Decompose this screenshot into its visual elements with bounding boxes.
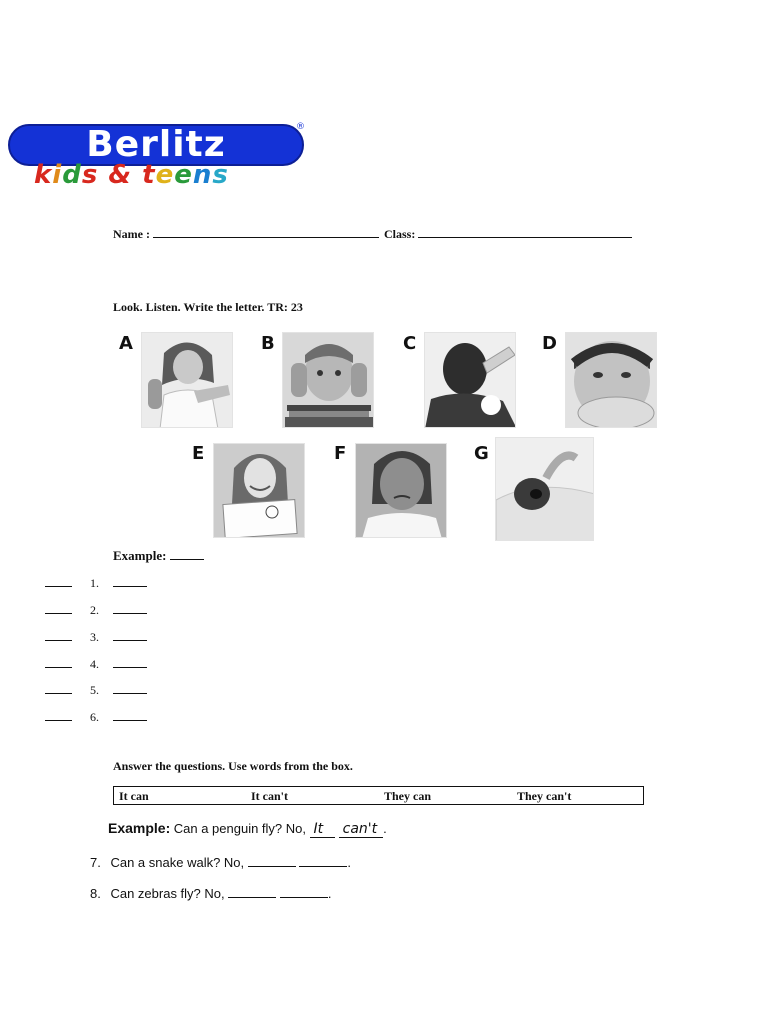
example-answer-2: can't: [339, 821, 384, 838]
name-blank[interactable]: [153, 227, 379, 238]
photo-a-girl-pointing: [141, 332, 233, 428]
answer-letter-blank[interactable]: [45, 640, 72, 641]
answer-letter-blank[interactable]: [45, 586, 72, 587]
logo-letter: t: [142, 160, 156, 190]
photo-label-f: F: [334, 443, 347, 464]
word-box-item: They can: [384, 789, 432, 803]
answer-word-blank[interactable]: [113, 667, 147, 668]
photo-label-d: D: [542, 333, 557, 354]
photo-label-a: A: [119, 333, 133, 354]
registered-mark: ®: [296, 122, 305, 132]
example-label: Example:: [113, 548, 167, 563]
photo-c-boy-drinking: [424, 332, 516, 428]
question-number: 7.: [90, 855, 101, 870]
answer-blank-1[interactable]: [228, 887, 276, 898]
question-text: Can a snake walk? No,: [110, 855, 245, 870]
answer-letter-blank[interactable]: [45, 693, 72, 694]
photo-label-c: C: [403, 333, 417, 354]
question-number: 8.: [90, 886, 101, 901]
answer-word-blank[interactable]: [113, 613, 147, 614]
answer-letter-blank[interactable]: [45, 720, 72, 721]
questions-instruction: Answer the questions. Use words from the box.: [113, 759, 353, 773]
name-label: Name :: [113, 227, 150, 241]
word-box-item: It can't: [251, 789, 288, 803]
example-answer-1: It: [310, 821, 336, 838]
answer-word-blank[interactable]: [113, 640, 147, 641]
logo-letter: k: [34, 160, 53, 190]
word-box-item: They can't: [517, 789, 572, 803]
photo-f-girl-frowning: [355, 443, 447, 538]
item-number: 3.: [90, 630, 99, 644]
answer-row-2: [0, 603, 200, 619]
item-number: 4.: [90, 657, 99, 671]
photo-b-boy-covering-ears: [282, 332, 374, 428]
photo-d-boy-eating-sandwich: [565, 332, 657, 428]
class-label: Class:: [384, 227, 416, 241]
answer-blank-2[interactable]: [299, 856, 347, 867]
answer-row-1: [0, 576, 200, 592]
answer-word-blank[interactable]: [113, 693, 147, 694]
logo-letter: d: [62, 160, 82, 190]
logo-subtitle: [34, 160, 229, 190]
logo-letter: s: [81, 160, 99, 190]
example-label: Example:: [108, 820, 171, 836]
answer-word-blank[interactable]: [113, 720, 147, 721]
photo-g-child-yawning-in-bed: [495, 437, 594, 541]
answer-word-blank[interactable]: [113, 586, 147, 587]
listening-instruction: Look. Listen. Write the letter. TR: 23: [113, 300, 303, 314]
item-number: 5.: [90, 683, 99, 697]
listening-example: [113, 548, 204, 564]
logo-letter: i: [52, 160, 63, 190]
answer-blank-2[interactable]: [280, 887, 328, 898]
item-number: 6.: [90, 710, 99, 724]
question-8: 8. Can zebras fly? No, .: [90, 886, 332, 901]
logo-letter: &: [108, 160, 133, 190]
answer-letter-blank[interactable]: [45, 667, 72, 668]
logo-letter: [98, 160, 108, 190]
example-blank[interactable]: [170, 549, 204, 560]
class-blank[interactable]: [418, 227, 632, 238]
logo-wordmark: Berlitz: [86, 124, 226, 165]
item-number: 2.: [90, 603, 99, 617]
logo-letter: [132, 160, 142, 190]
answer-row-3: [0, 630, 200, 646]
word-box: [113, 786, 644, 805]
answer-row-6: [0, 710, 200, 726]
answer-blank-1[interactable]: [248, 856, 296, 867]
question-text: Can zebras fly? No,: [110, 886, 225, 901]
logo-letter: e: [155, 160, 175, 190]
photo-label-e: E: [192, 443, 205, 464]
word-box-item: It can: [119, 789, 149, 803]
question-7: 7. Can a snake walk? No, .: [90, 855, 352, 870]
answer-row-4: [0, 657, 200, 673]
logo-letter: n: [192, 160, 213, 190]
answer-row-5: [0, 683, 200, 699]
name-field[interactable]: [113, 227, 379, 242]
class-field[interactable]: [384, 227, 632, 242]
photo-label-b: B: [261, 333, 275, 354]
photo-label-g: G: [474, 443, 489, 464]
example-question: Can a penguin fly? No,: [173, 821, 307, 836]
item-number: 1.: [90, 576, 99, 590]
questions-example: Example: Can a penguin fly? No, It can't .: [108, 820, 387, 837]
logo-letter: s: [212, 160, 229, 190]
photo-e-girl-holding-paper: [213, 443, 305, 538]
logo-letter: e: [174, 160, 193, 190]
answer-letter-blank[interactable]: [45, 613, 72, 614]
